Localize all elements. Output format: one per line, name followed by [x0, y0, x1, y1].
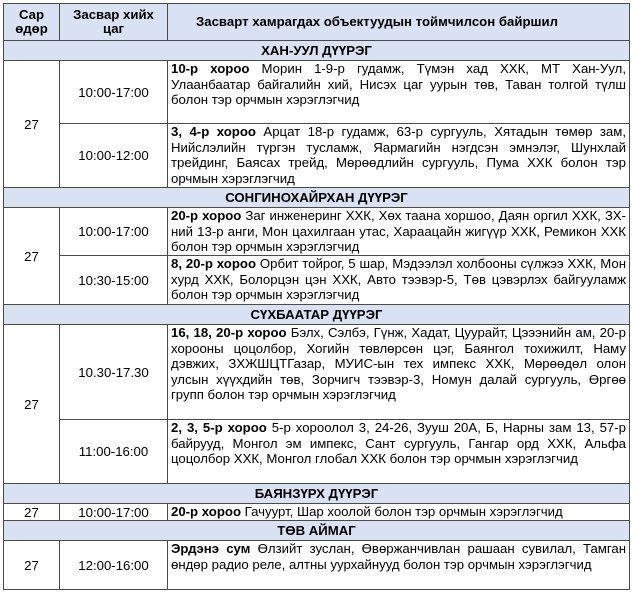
- day-cell: 27: [4, 325, 60, 484]
- table-row: [4, 61, 630, 124]
- day-cell: 27: [4, 504, 60, 521]
- location-detail: Бэлх, Сэлбэ, Гүнж, Хадат, Цуурайт, Цэээнийн ам, 20-р хорооны цоцолбор, Хогийн төвлөрсөн цэг, Баянгол тохижилт, Наму дэвжих, ЗХЖШЦТГазар, МУИС-ын тех импекс ХХК, Мөрөөдөл олон улсын хүүхдийн төв, Зорчигч тээвэр-3, Номун далай сургууль, Өргөө групп болон тэр орчмын хэрэглэгчид: [171, 325, 627, 403]
- section-title-songinokhairkhan: СОНГИНОХАЙРХАН ДҮҮРЭГ: [4, 188, 630, 208]
- header-day: Сар өдөр: [4, 4, 60, 41]
- location-detail: Заг инженеринг ХХК, Хөх таана хоршоо, Даян оргил ХХК, ЗХ-ний 13-р анги, Мон цахилгаан утас, Хараацайн жигүүр ХХК, Ремикон ХХК болон тэр орчмын хэрэглэгчид: [171, 208, 626, 255]
- khoroo-label: 20-р хороо: [171, 504, 242, 519]
- section-row: [4, 188, 630, 208]
- khoroo-label: 8, 20-р хороо: [171, 256, 257, 271]
- location-detail: 5-р хороолол 3, 24-26, Зууш 20А, Б, Нарны зам 13, 57-р байрууд, Монгол эм импекс, Сант сургууль, Гангар орд ХХК, Альфа цоцолбор ХХК, Монгол глобал ХХК болон тэр орчмын хэрэглэгчид: [171, 420, 626, 467]
- section-title-sukhbaatar: СҮХБААТАР ДҮҮРЭГ: [4, 305, 630, 325]
- table-row: [4, 420, 630, 484]
- khoroo-label: 10-р хороо: [171, 61, 250, 76]
- location-detail: Арцат 18-р гудамж, 63-р сургууль, Хятадын төмөр зам, Нийслэлийн түргэн тусламж, Яармагийн нэгдсэн эмнэлэг, Шунхлай трейдинг, Баясах трейд, Мөрөөдлийн сургууль, Пума ХХК болон тэр орчмын хэрэглэгчид: [171, 124, 626, 186]
- header-location: Засварт хамрагдах объектуудын тоймчилсон байршил: [168, 4, 630, 41]
- time-cell: 10:00-17:00: [60, 208, 168, 256]
- time-cell: 11:00-16:00: [60, 420, 168, 484]
- location-cell: [168, 541, 630, 590]
- time-cell: 10:00-17:00: [60, 504, 168, 521]
- table-row: [4, 256, 630, 305]
- header-time: Засвар хийх цаг: [60, 4, 168, 41]
- location-detail: Өлзийт зуслан, Өвөржанчивлан рашаан сувилал, Тамган өндөр радио реле, алтны уурхайнууд болон тэр орчмын хэрэглэгчид: [171, 541, 626, 572]
- section-title-khan-uul: ХАН-УУЛ ДҮҮРЭГ: [4, 41, 630, 61]
- location-cell: [168, 124, 630, 188]
- khoroo-label: 16, 18, 20-р хороо: [171, 325, 287, 340]
- location-cell: [168, 256, 630, 305]
- section-title-tuv-aimag: ТӨВ АЙМАГ: [4, 521, 630, 541]
- header-row: [4, 4, 630, 41]
- day-cell: 27: [4, 61, 60, 188]
- location-cell: [168, 208, 630, 256]
- time-cell: 10:00-17:00: [60, 61, 168, 124]
- location-detail: Морин 1-9-р гудамж, Түмэн хад ХХК, МТ Хан-Уул, Улаанбаатар байгалийн хий, Нисэх цаг уурын төв, Таван толгой түлш болон тэр орчмын хэрэглэгчид: [171, 61, 626, 108]
- section-row: [4, 521, 630, 541]
- table-row: [4, 124, 630, 188]
- khoroo-label: 2, 3, 5-р хороо: [171, 420, 267, 435]
- table-row: [4, 325, 630, 420]
- table-row: [4, 541, 630, 590]
- time-cell: 10:30-15:00: [60, 256, 168, 305]
- section-row: [4, 305, 630, 325]
- sum-label: Эрдэнэ сум: [171, 541, 251, 556]
- khoroo-label: 3, 4-р хороо: [171, 124, 256, 139]
- location-detail: Орбит тойрог, 5 шар, Мэдээлэл холбооны сүлжээ ХХК, Мон хурд ХХК, Болорцэн цэн ХХК, Авто тээвэр-5, Төв цэвэрлэх байгууламж болон тэр орчмын хэрэглэгчид: [171, 256, 627, 303]
- location-cell: [168, 420, 630, 484]
- location-cell: [168, 504, 630, 521]
- day-cell: 27: [4, 208, 60, 305]
- location-detail: Гачуурт, Шар хоолой болон тэр орчмын хэрэглэгчид: [241, 504, 563, 519]
- table-row: [4, 208, 630, 256]
- time-cell: 10:00-12:00: [60, 124, 168, 188]
- table-row: [4, 504, 630, 521]
- section-row: [4, 41, 630, 61]
- section-title-bayanzurkh: БАЯНЗҮРХ ДҮҮРЭГ: [4, 484, 630, 504]
- section-row: [4, 484, 630, 504]
- khoroo-label: 20-р хороо: [171, 208, 242, 223]
- location-cell: [168, 61, 630, 124]
- location-cell: [168, 325, 630, 420]
- day-cell: 27: [4, 541, 60, 590]
- outage-schedule-table: [3, 3, 630, 590]
- time-cell: 12:00-16:00: [60, 541, 168, 590]
- time-cell: 10.30-17.30: [60, 325, 168, 420]
